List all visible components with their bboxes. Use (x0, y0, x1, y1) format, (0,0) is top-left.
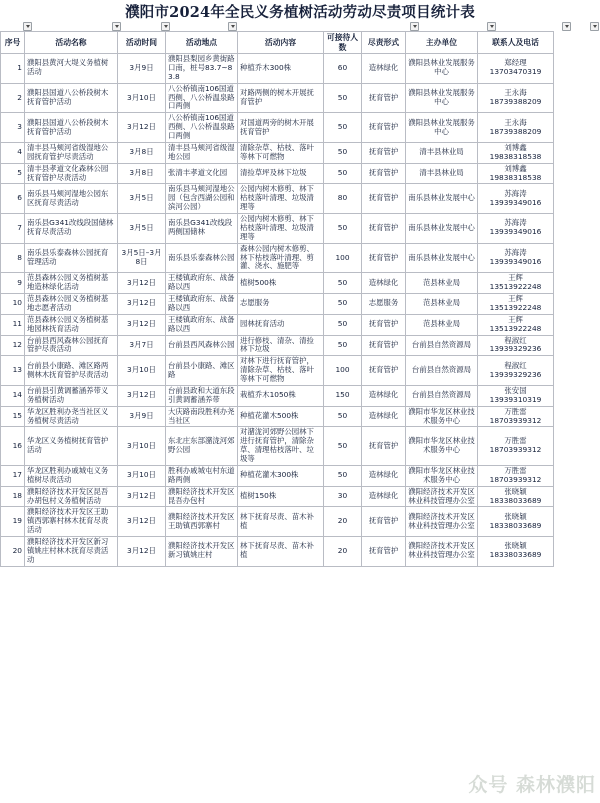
table-row[interactable] (1, 427, 554, 466)
cell-form[interactable]: 抚育管护 (362, 83, 406, 113)
cell-form[interactable]: 造林绿化 (362, 486, 406, 507)
cell-organizer[interactable]: 濮阳经济技术开发区林业科技管理办公室 (406, 537, 478, 567)
cell-form[interactable]: 抚育管护 (362, 113, 406, 143)
cell-activity-content[interactable]: 植树500株 (238, 273, 324, 294)
cell-activity-time[interactable]: 3月8日 (118, 142, 166, 163)
cell-activity-name[interactable]: 南乐县马颊河湿地公园东区抚育尽责活动 (25, 184, 118, 214)
cell-capacity[interactable]: 50 (324, 113, 362, 143)
cell-index[interactable]: 18 (1, 486, 25, 507)
activity-table (0, 31, 554, 567)
cell-activity-name[interactable]: 濮阳县国道八公桥段树木抚育管护活动 (25, 83, 118, 113)
cell-form[interactable]: 抚育管护 (362, 142, 406, 163)
contact-phone-number: 13939349016 (489, 197, 542, 207)
contact-person-name: 张晓颖 (504, 486, 527, 496)
contact-phone-number: 13939349016 (489, 256, 542, 266)
table-row[interactable] (1, 243, 554, 273)
chevron-down-icon (593, 25, 597, 28)
table-row[interactable] (1, 465, 554, 486)
contact-person-name: 王辉 (508, 273, 523, 283)
cell-activity-time[interactable]: 3月12日 (118, 273, 166, 294)
contact-phone-number: 18739388209 (489, 96, 542, 106)
cell-activity-name[interactable]: 濮阳县国道八公桥段树木抚育管护活动 (25, 113, 118, 143)
table-row[interactable] (1, 184, 554, 214)
cell-activity-name[interactable]: 濮阳经济技术开发区新习镇姚庄村林木抚育尽责活动 (25, 537, 118, 567)
cell-organizer[interactable]: 清丰县林业局 (406, 142, 478, 163)
chevron-down-icon (565, 25, 569, 28)
cell-activity-content[interactable]: 对林下进行抚育管护，清除杂草、枯枝、落叶等林下可燃物 (238, 356, 324, 386)
contact-person-name: 张安国 (504, 385, 527, 395)
cell-activity-content[interactable]: 园林抚育活动 (238, 314, 324, 335)
cell-capacity[interactable]: 50 (324, 163, 362, 184)
contact-person-name: 王辉 (508, 294, 523, 303)
cell-index[interactable]: 19 (1, 507, 25, 537)
cell-activity-time[interactable]: 3月12日 (118, 113, 166, 143)
cell-form[interactable]: 造林绿化 (362, 273, 406, 294)
cell-index[interactable]: 3 (1, 113, 25, 143)
cell-activity-place[interactable]: 胜利办戚城屯村东道路两侧 (166, 465, 238, 486)
contact-person-name: 刘博鑫 (504, 142, 527, 152)
contact-phone-number: 19838318538 (489, 151, 542, 161)
cell-capacity[interactable]: 50 (324, 214, 362, 244)
cell-organizer[interactable]: 范县林业局 (406, 273, 478, 294)
cell-index[interactable]: 17 (1, 465, 25, 486)
column-header-organizer[interactable]: 主办单位 (406, 32, 478, 54)
cell-organizer[interactable]: 濮阳县林业发展服务中心 (406, 83, 478, 113)
cell-activity-name[interactable]: 台前县西风森林公园抚育管护尽责活动 (25, 335, 118, 356)
cell-activity-name[interactable]: 台前县引黄调蓄涵养带义务植树活动 (25, 385, 118, 406)
contact-person-name: 万胜雷 (504, 436, 527, 446)
cell-activity-time[interactable]: 3月5日 (118, 184, 166, 214)
cell-form[interactable]: 抚育管护 (362, 427, 406, 466)
cell-activity-place[interactable]: 张清丰孝道文化园 (166, 163, 238, 184)
cell-organizer[interactable]: 濮阳县林业发展服务中心 (406, 54, 478, 84)
cell-organizer[interactable]: 濮阳市华龙区林业技术服务中心 (406, 427, 478, 466)
cell-organizer[interactable]: 范县林业局 (406, 314, 478, 335)
cell-activity-time[interactable]: 3月10日 (118, 465, 166, 486)
cell-activity-time[interactable]: 3月12日 (118, 507, 166, 537)
cell-activity-content[interactable]: 清除杂草、枯枝、落叶等林下可燃物 (238, 142, 324, 163)
cell-contact[interactable] (478, 427, 554, 466)
contact-phone-number: 18739388209 (489, 126, 542, 136)
table-row[interactable] (1, 335, 554, 356)
contact-person-name: 程淑红 (504, 360, 527, 370)
cell-organizer[interactable]: 濮阳经济技术开发区林业科技管理办公室 (406, 507, 478, 537)
cell-activity-place[interactable]: 濮阳县梨园乡黄街路口南，桩号83.7~83.8 (166, 54, 238, 84)
filter-活动名称-button[interactable] (112, 22, 121, 31)
column-header-capacity[interactable]: 可接待人数 (324, 32, 362, 54)
column-header-time[interactable]: 活动时间 (118, 32, 166, 54)
cell-index[interactable]: 2 (1, 83, 25, 113)
table-row[interactable] (1, 537, 554, 567)
cell-activity-time[interactable]: 3月12日 (118, 486, 166, 507)
cell-contact[interactable] (478, 184, 554, 214)
contact-phone-number: 18338033689 (489, 550, 542, 560)
cell-contact[interactable] (478, 385, 554, 406)
contact-phone-number: 18703939312 (489, 415, 542, 425)
cell-activity-place[interactable]: 八公桥镇南106国道西侧、八公桥温泉路口两侧 (166, 83, 238, 113)
contact-person-name: 王永海 (504, 117, 527, 127)
cell-capacity[interactable]: 30 (324, 486, 362, 507)
cell-capacity[interactable]: 20 (324, 537, 362, 567)
table-row[interactable] (1, 356, 554, 386)
cell-activity-name[interactable]: 清丰县马颊河省级湿地公园抚育管护尽责活动 (25, 142, 118, 163)
cell-organizer[interactable]: 台前县自然资源局 (406, 335, 478, 356)
table-row[interactable] (1, 507, 554, 537)
cell-activity-place[interactable]: 南乐县乐泰森林公园 (166, 243, 238, 273)
contact-phone-number: 13939349016 (489, 227, 542, 237)
cell-activity-place[interactable]: 大庆路南段胜利办尧当社区 (166, 406, 238, 427)
cell-activity-place[interactable]: 清丰县马颊河省级湿地公园 (166, 142, 238, 163)
table-header (1, 32, 554, 54)
table-row[interactable] (1, 83, 554, 113)
cell-form[interactable]: 抚育管护 (362, 507, 406, 537)
cell-activity-name[interactable]: 濮阳经济技术开发区昆吾办胡包村义务植树活动 (25, 486, 118, 507)
column-header-form[interactable]: 尽责形式 (362, 32, 406, 54)
cell-capacity[interactable]: 50 (324, 314, 362, 335)
cell-index[interactable]: 8 (1, 243, 25, 273)
contact-phone-number: 19838318538 (489, 172, 542, 182)
cell-activity-name[interactable]: 清丰县孝道文化森林公园抚育管护尽责活动 (25, 163, 118, 184)
cell-activity-name[interactable]: 濮阳经济技术开发区王助镇西郭寨村林木抚育尽责活动 (25, 507, 118, 537)
chevron-down-icon (26, 25, 30, 28)
cell-contact[interactable] (478, 406, 554, 427)
cell-form[interactable]: 造林绿化 (362, 406, 406, 427)
cell-activity-time[interactable]: 3月5日 (118, 214, 166, 244)
chevron-down-icon (413, 25, 417, 28)
cell-form[interactable]: 抚育管护 (362, 243, 406, 273)
table-row[interactable] (1, 385, 554, 406)
cell-index[interactable]: 13 (1, 356, 25, 386)
cell-activity-name[interactable]: 范县森林公园义务植树基地志愿者活动 (25, 294, 118, 315)
cell-activity-content[interactable]: 清捡草坪及林下垃圾 (238, 163, 324, 184)
filter-extra-button[interactable] (590, 22, 599, 31)
cell-activity-content[interactable]: 林下抚育尽责、苗木补植 (238, 537, 324, 567)
table-row[interactable] (1, 214, 554, 244)
cell-capacity[interactable]: 50 (324, 427, 362, 466)
cell-activity-time[interactable]: 3月12日 (118, 537, 166, 567)
cell-form[interactable]: 抚育管护 (362, 214, 406, 244)
cell-capacity[interactable]: 50 (324, 294, 362, 315)
cell-organizer[interactable]: 清丰县林业局 (406, 163, 478, 184)
filter-序号-button[interactable] (23, 22, 32, 31)
contact-phone-number: 18703939312 (489, 445, 542, 455)
cell-index[interactable]: 15 (1, 406, 25, 427)
cell-activity-place[interactable]: 台前县政和大道东段引黄调蓄涵养带 (166, 385, 238, 406)
table-row[interactable] (1, 54, 554, 84)
cell-activity-content[interactable]: 公园内树木修剪、林下枯枝落叶清理、垃圾清理等 (238, 184, 324, 214)
cell-form[interactable]: 抚育管护 (362, 335, 406, 356)
cell-contact[interactable] (478, 273, 554, 294)
table-row[interactable] (1, 294, 554, 315)
cell-activity-time[interactable]: 3月12日 (118, 314, 166, 335)
cell-form[interactable]: 抚育管护 (362, 537, 406, 567)
contact-person-name: 郑经理 (504, 58, 527, 68)
cell-organizer[interactable]: 南乐县林业发展中心 (406, 214, 478, 244)
table-row[interactable] (1, 486, 554, 507)
column-header-contact[interactable]: 联系人及电话 (478, 32, 554, 54)
page-title: 濮阳市2024年全民义务植树活动劳动尽责项目统计表 (125, 4, 475, 21)
cell-activity-name[interactable]: 台前县小康路、滩区路两侧林木抚育管护尽责活动 (25, 356, 118, 386)
cell-organizer[interactable]: 台前县自然资源局 (406, 356, 478, 386)
cell-activity-place[interactable]: 东北庄东部潴泷河郊野公园 (166, 427, 238, 466)
cell-contact[interactable] (478, 537, 554, 567)
table-row[interactable] (1, 314, 554, 335)
cell-activity-place[interactable]: 台前县西风森林公园 (166, 335, 238, 356)
cell-contact[interactable] (478, 83, 554, 113)
cell-index[interactable]: 11 (1, 314, 25, 335)
cell-capacity[interactable]: 150 (324, 385, 362, 406)
cell-activity-content[interactable]: 栽植乔木1050株 (238, 385, 324, 406)
cell-activity-place[interactable]: 濮阳经济技术开发区新习镇姚庄村 (166, 537, 238, 567)
cell-organizer[interactable]: 台前县自然资源局 (406, 385, 478, 406)
cell-activity-place[interactable]: 王楼镇政府东、战备路以西 (166, 314, 238, 335)
cell-activity-name[interactable]: 范县森林公园义务植树基地造林绿化活动 (25, 273, 118, 294)
contact-person-name: 张晓颖 (504, 511, 527, 521)
cell-activity-time[interactable]: 3月9日 (118, 54, 166, 84)
cell-activity-name[interactable]: 南乐县乐泰森林公园抚育管理活动 (25, 243, 118, 273)
cell-contact[interactable] (478, 214, 554, 244)
cell-form[interactable]: 造林绿化 (362, 465, 406, 486)
cell-contact[interactable] (478, 163, 554, 184)
cell-activity-time[interactable]: 3月7日 (118, 335, 166, 356)
table-row[interactable] (1, 142, 554, 163)
cell-activity-content[interactable]: 种植花灌木500株 (238, 406, 324, 427)
contact-person-name: 刘博鑫 (504, 163, 527, 173)
cell-organizer[interactable]: 范县林业局 (406, 294, 478, 315)
autofilter-strip (0, 22, 600, 31)
cell-organizer[interactable]: 南乐县林业发展中心 (406, 184, 478, 214)
cell-capacity[interactable]: 80 (324, 184, 362, 214)
column-header-place[interactable]: 活动地点 (166, 32, 238, 54)
contact-person-name: 苏海涛 (504, 218, 527, 228)
filter-活动时间-button[interactable] (161, 22, 170, 31)
chevron-down-icon (164, 25, 168, 28)
cell-index[interactable]: 14 (1, 385, 25, 406)
cell-capacity[interactable]: 50 (324, 142, 362, 163)
chevron-down-icon (490, 25, 494, 28)
cell-organizer[interactable]: 濮阳市华龙区林业技术服务中心 (406, 465, 478, 486)
cell-capacity[interactable]: 50 (324, 83, 362, 113)
cell-contact[interactable] (478, 54, 554, 84)
cell-capacity[interactable]: 20 (324, 507, 362, 537)
cell-activity-content[interactable]: 对潴泷河郊野公园林下进行抚育管护，清除杂草、清理枯枝落叶、垃圾等 (238, 427, 324, 466)
cell-capacity[interactable]: 50 (324, 465, 362, 486)
contact-person-name: 万胜雷 (504, 465, 527, 475)
contact-phone-number: 18703939312 (489, 474, 542, 484)
cell-organizer[interactable]: 南乐县林业发展中心 (406, 243, 478, 273)
cell-contact[interactable] (478, 113, 554, 143)
contact-phone-number: 13939329236 (489, 344, 542, 354)
cell-activity-content[interactable]: 志愿服务 (238, 294, 324, 315)
cell-capacity[interactable]: 100 (324, 356, 362, 386)
column-header-name[interactable]: 活动名称 (25, 32, 118, 54)
cell-activity-name[interactable]: 华龙区胜利办尧当社区义务植树尽责活动 (25, 406, 118, 427)
cell-activity-content[interactable]: 公园内树木修剪、林下枯枝落叶清理、垃圾清理等 (238, 214, 324, 244)
cell-capacity[interactable]: 50 (324, 273, 362, 294)
filter-联系人及电话-button[interactable] (562, 22, 571, 31)
cell-contact[interactable] (478, 507, 554, 537)
cell-form[interactable]: 抚育管护 (362, 356, 406, 386)
cell-index[interactable]: 10 (1, 294, 25, 315)
cell-capacity[interactable]: 50 (324, 406, 362, 427)
cell-activity-place[interactable]: 王楼镇政府东、战备路以西 (166, 273, 238, 294)
contact-person-name: 苏海涛 (504, 188, 527, 198)
cell-activity-time[interactable]: 3月10日 (118, 356, 166, 386)
cell-activity-place[interactable]: 南乐县马颊河湿地公园（包含西湖公园和滨河公园） (166, 184, 238, 214)
cell-activity-content[interactable]: 种植花灌木300株 (238, 465, 324, 486)
cell-organizer[interactable]: 濮阳市华龙区林业技术服务中心 (406, 406, 478, 427)
cell-activity-content[interactable]: 对国道两旁的树木开展抚育管护 (238, 113, 324, 143)
cell-activity-content[interactable]: 种植乔木300株 (238, 54, 324, 84)
cell-capacity[interactable]: 100 (324, 243, 362, 273)
cell-activity-name[interactable]: 华龙区胜利办戚城屯义务植树尽责活动 (25, 465, 118, 486)
cell-activity-place[interactable]: 王楼镇政府东、战备路以西 (166, 294, 238, 315)
column-header-index[interactable]: 序号 (1, 32, 25, 54)
table-row[interactable] (1, 163, 554, 184)
cell-activity-place[interactable]: 南乐县G341改线段两侧国储林 (166, 214, 238, 244)
column-header-content[interactable]: 活动内容 (238, 32, 324, 54)
contact-phone-number: 13939329236 (489, 369, 542, 379)
cell-index[interactable]: 4 (1, 142, 25, 163)
chevron-down-icon (115, 25, 119, 28)
cell-index[interactable]: 16 (1, 427, 25, 466)
cell-form[interactable]: 抚育管护 (362, 184, 406, 214)
filter-主办单位-button[interactable] (487, 22, 496, 31)
cell-form[interactable]: 志愿服务 (362, 294, 406, 315)
cell-organizer[interactable]: 濮阳经济技术开发区林业科技管理办公室 (406, 486, 478, 507)
filter-活动内容-button[interactable] (228, 22, 237, 31)
cell-activity-content[interactable]: 林下抚育尽责、苗木补植 (238, 507, 324, 537)
cell-form[interactable]: 造林绿化 (362, 385, 406, 406)
cell-activity-name[interactable]: 濮阳县黄河大堤义务植树活动 (25, 54, 118, 84)
cell-index[interactable]: 6 (1, 184, 25, 214)
watermark: 众号 森林濮阳 (468, 774, 596, 796)
table-body (1, 54, 554, 567)
contact-person-name: 程淑红 (504, 335, 527, 345)
cell-activity-content[interactable]: 植树150株 (238, 486, 324, 507)
contact-phone-number: 13513922248 (489, 282, 542, 292)
cell-activity-place[interactable]: 八公桥镇南106国道西侧、八公桥温泉路口两侧 (166, 113, 238, 143)
cell-activity-content[interactable]: 森林公园内树木修剪、林下枯枝落叶清理、剪灌、浇水、施肥等 (238, 243, 324, 273)
cell-activity-time[interactable]: 3月5日–3月8日 (118, 243, 166, 273)
contact-person-name: 王永海 (504, 88, 527, 98)
cell-activity-time[interactable]: 3月10日 (118, 427, 166, 466)
contact-phone-number: 13703470319 (489, 67, 542, 77)
contact-person-name: 万胜雷 (504, 406, 527, 416)
cell-capacity[interactable]: 60 (324, 54, 362, 84)
cell-activity-name[interactable]: 南乐县G341改线段国储林抚育尽责活动 (25, 214, 118, 244)
cell-contact[interactable] (478, 465, 554, 486)
cell-activity-time[interactable]: 3月12日 (118, 385, 166, 406)
cell-contact[interactable] (478, 243, 554, 273)
cell-activity-time[interactable]: 3月10日 (118, 83, 166, 113)
chevron-down-icon (231, 25, 235, 28)
cell-contact[interactable] (478, 335, 554, 356)
cell-index[interactable]: 5 (1, 163, 25, 184)
cell-activity-time[interactable]: 3月8日 (118, 163, 166, 184)
contact-person-name: 王辉 (508, 314, 523, 324)
cell-contact[interactable] (478, 486, 554, 507)
cell-index[interactable]: 20 (1, 537, 25, 567)
cell-form[interactable]: 抚育管护 (362, 163, 406, 184)
cell-index[interactable]: 1 (1, 54, 25, 84)
cell-activity-name[interactable]: 范县森林公园义务植树基地园林抚育活动 (25, 314, 118, 335)
contact-phone-number: 13513922248 (489, 302, 542, 312)
contact-person-name: 苏海涛 (504, 248, 527, 258)
cell-index[interactable]: 9 (1, 273, 25, 294)
contact-phone-number: 18338033689 (489, 520, 542, 530)
title-band (0, 0, 600, 22)
cell-index[interactable]: 7 (1, 214, 25, 244)
table-row[interactable] (1, 406, 554, 427)
table-row[interactable] (1, 273, 554, 294)
cell-capacity[interactable]: 50 (324, 335, 362, 356)
cell-form[interactable]: 造林绿化 (362, 54, 406, 84)
cell-index[interactable]: 12 (1, 335, 25, 356)
cell-activity-place[interactable]: 濮阳经济技术开发区昆吾办包村 (166, 486, 238, 507)
cell-activity-content[interactable]: 进行修枝、清杂、清捡林下垃圾 (238, 335, 324, 356)
cell-activity-name[interactable]: 华龙区义务植树抚育管护活动 (25, 427, 118, 466)
contact-phone-number: 18338033689 (489, 495, 542, 505)
cell-contact[interactable] (478, 356, 554, 386)
cell-activity-place[interactable]: 台前县小康路、滩区路 (166, 356, 238, 386)
cell-activity-place[interactable]: 濮阳经济技术开发区王助镇西郭寨村 (166, 507, 238, 537)
contact-phone-number: 13513922248 (489, 323, 542, 333)
cell-activity-content[interactable]: 对路两侧的树木开展抚育管护 (238, 83, 324, 113)
contact-person-name: 张晓颖 (504, 541, 527, 551)
cell-contact[interactable] (478, 142, 554, 163)
contact-phone-number: 13939310319 (489, 394, 542, 404)
cell-form[interactable]: 抚育管护 (362, 314, 406, 335)
cell-contact[interactable] (478, 294, 554, 315)
table-row[interactable] (1, 113, 554, 143)
cell-organizer[interactable]: 濮阳县林业发展服务中心 (406, 113, 478, 143)
table-header-row (1, 32, 554, 54)
cell-contact[interactable] (478, 314, 554, 335)
cell-activity-time[interactable]: 3月12日 (118, 294, 166, 315)
filter-尽责形式-button[interactable] (410, 22, 419, 31)
cell-activity-time[interactable]: 3月9日 (118, 406, 166, 427)
